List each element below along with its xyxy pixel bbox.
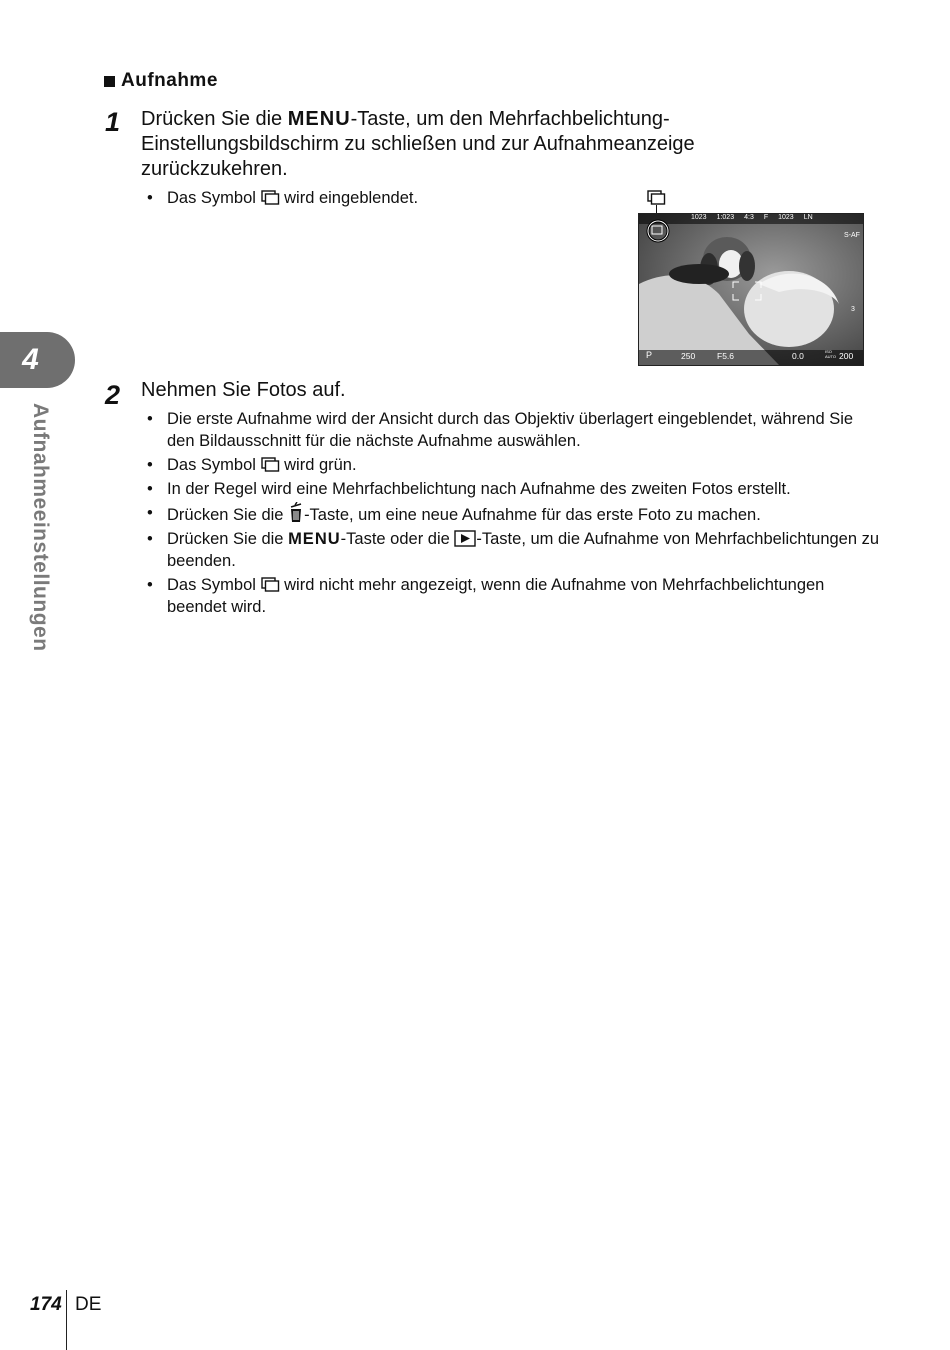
- cam-iso-label: ISO AUTO: [825, 349, 837, 359]
- cam-exposure: 0.0: [792, 351, 804, 361]
- list-item: • Drücken Sie die MENU-Taste oder die -Taste, um die Aufnahme von Mehrfachbelichtungen zu beenden.: [147, 530, 880, 570]
- cam-aperture: F5.6: [717, 351, 735, 361]
- bullet-text: -Taste, um die Aufnahme von Mehrfachbelichtungen zu beenden.: [167, 530, 880, 570]
- bullet-text: Das Symbol: [167, 456, 261, 474]
- trash-icon: [288, 502, 304, 523]
- play-icon: [454, 530, 476, 547]
- step-1-bullets: [141, 187, 601, 211]
- bullet-text: Das Symbol: [167, 189, 261, 207]
- chapter-number: 4: [22, 343, 39, 376]
- multi-exposure-icon: [261, 190, 280, 205]
- step-1-number: 1: [105, 107, 121, 137]
- camera-screen: [638, 213, 864, 366]
- bullet-text: wird nicht mehr angezeigt, wenn die Aufnahme von Mehrfachbelichtungen beendet wird.: [167, 576, 825, 616]
- cam-iso: 200: [839, 351, 854, 361]
- list-item: • Das Symbol wird eingeblendet.: [147, 189, 419, 207]
- cam-shutter: 250: [681, 351, 696, 361]
- menu-key-label: MENU: [287, 108, 351, 130]
- bullet-text: -Taste, um eine neue Aufnahme für das erste Foto zu machen.: [304, 506, 761, 524]
- bullet-text: Drücken Sie die: [167, 506, 289, 524]
- cam-label: LN: [803, 214, 813, 221]
- cam-mode: P: [646, 350, 653, 360]
- section-heading: [104, 70, 218, 92]
- cam-label: 1023: [691, 214, 707, 221]
- step-2-number: 2: [105, 380, 121, 410]
- bullet-text: Das Symbol: [167, 576, 261, 594]
- bullet-text: wird grün.: [279, 456, 357, 474]
- language-code: DE: [75, 1294, 102, 1315]
- bullet-text: In der Regel wird eine Mehrfachbelichtung nach Aufnahme des zweiten Fotos erstellt.: [167, 480, 791, 498]
- bullet-text: Die erste Aufnahme wird der Ansicht durch das Objektiv überlagert eingeblendet, während Sie den Bildausschnitt für die nächste Aufnahme auswählen.: [167, 410, 854, 450]
- footer-divider: [66, 1290, 67, 1350]
- bullet-text: -Taste oder die: [340, 530, 455, 548]
- cam-label: 1:023: [716, 214, 735, 221]
- cam-side-label: 3: [851, 306, 855, 313]
- multi-exposure-icon: [261, 457, 280, 472]
- cam-label: F: [763, 214, 769, 221]
- cam-label: 4:3: [744, 214, 754, 221]
- list-item: • Das Symbol wird grün.: [147, 456, 357, 474]
- square-bullet-icon: [104, 76, 115, 87]
- chapter-title: Aufnahmeeinstellungen: [29, 403, 52, 652]
- cam-af-mode: S-AF: [844, 232, 860, 239]
- page-number: 174: [30, 1294, 62, 1315]
- list-item: • Die erste Aufnahme wird der Ansicht durch das Objektiv überlagert eingeblendet, während Sie den Bildausschnitt für die nächste Aufnahme auswählen.: [147, 410, 854, 450]
- multi-exposure-icon: [647, 190, 666, 205]
- bullet-text: wird eingeblendet.: [279, 189, 419, 207]
- step-1-text-before: Drücken Sie die: [141, 108, 288, 130]
- multi-exposure-icon: [261, 577, 280, 592]
- step-2-bullets: [141, 408, 881, 620]
- menu-key-label: MENU: [288, 530, 341, 548]
- step-2-text: Nehmen Sie Fotos auf.: [141, 379, 346, 401]
- list-item: • Das Symbol wird nicht mehr angezeigt, wenn die Aufnahme von Mehrfachbelichtungen beendet wird.: [147, 576, 825, 616]
- bullet-text: Drücken Sie die: [167, 530, 289, 548]
- step-1-text: [141, 107, 741, 182]
- camera-top-bar: [691, 214, 813, 221]
- camera-photo: [639, 214, 863, 365]
- step-1-text-after: -Taste, um den Mehrfachbelichtung-Einstellungsbildschirm zu schließen und zur Aufnahmeanzeige zurückzukehren.: [141, 108, 695, 180]
- cam-label: 1023: [778, 214, 794, 221]
- list-item: • Drücken Sie die -Taste, um eine neue Aufnahme für das erste Foto zu machen.: [147, 504, 761, 524]
- section-heading-text: Aufnahme: [121, 70, 218, 91]
- list-item: • In der Regel wird eine Mehrfachbelichtung nach Aufnahme des zweiten Fotos erstellt.: [147, 480, 791, 498]
